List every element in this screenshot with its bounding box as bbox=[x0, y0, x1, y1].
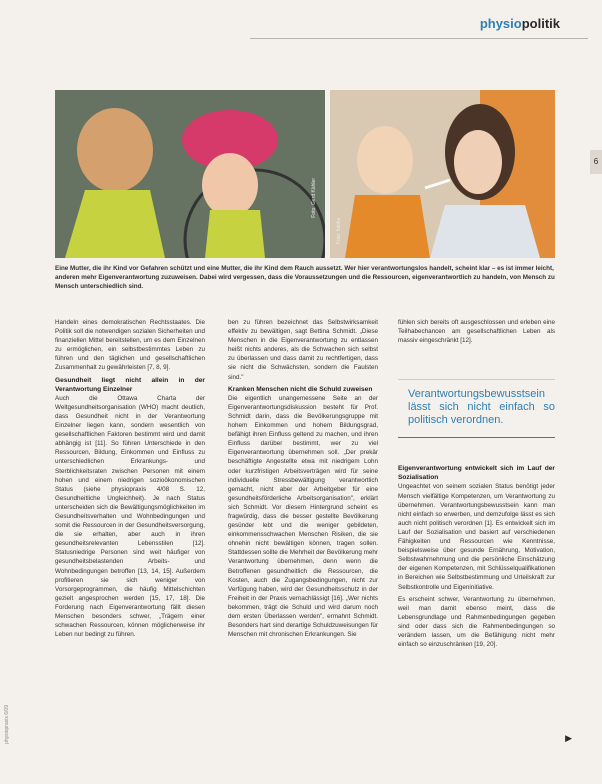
header-divider bbox=[250, 38, 588, 39]
section-name-part1: physio bbox=[479, 16, 522, 31]
page-tab: 6 bbox=[590, 150, 602, 174]
paragraph: Es erscheint schwer, Verantwortung zu übernehmen, weil man damit ebenso meint, dass die Lebensgrundlage und Rahmenbedingungen gegeben sind oder dass sich die Rahmenbedingungen so verändern lassen, um die Befähigung nicht mehr einfach so einzuschränken [19, 20]. bbox=[398, 595, 555, 649]
photo-credit-right: Foto: fotolia bbox=[336, 217, 342, 244]
text-column-3 bbox=[398, 318, 555, 652]
page-folio: physiopraxis 6/09 bbox=[4, 705, 10, 744]
photo-smoking-illustration bbox=[330, 90, 555, 258]
paragraph: Handeln eines demokratischen Rechtsstaates. Die Politik soll die notwendigen sozialen Sicherheiten und finanziellen Mittel bereitstellen, um es dem Einzelnen zu ermöglichen, ein selbstbestimmtes Leben zu führen und den täglichen und gesellschaftlichen Zusammenhalt zu gewährleisten [7, 8, 9]. bbox=[55, 319, 205, 372]
section-header bbox=[480, 16, 560, 31]
text-column-1 bbox=[55, 318, 205, 642]
photo-helmet-illustration bbox=[55, 90, 325, 258]
paragraph: Auch die Ottawa Charta der Weltgesundheitsorganisation (WHO) macht deutlich, dass Gesundheit nicht in der Verantwortung Einzelner liegen kann, sondern wesentlich von gesellschaftlichen Faktoren bestimmt wird und damit abhängig ist [11]. So führen Unterschiede in den Ressourcen, Bildung, Einkommen und Einfluss zu unterschiedlichen Erkrankungs- und Sterblichkeitsraten zwischen Personen mit einem hohen und einem niedrigen sozioökonomischen Status (siehe physiopraxis 4/08 S. 12, Gesundheitliche Ungleichheit). Je nach Status unterscheiden sich die Bewältigungsmöglichkeiten im Gesundheitsverhalten und Wohnbedingungen und somit die Ressourcen in der Gesundheitsversorgung, die sie erhalten, aber auch in ihren gesundheitsrelevanten Lebensstilen [12]. Statusniedrige Personen sind weit häufiger von gesundheitsbelastenden Arbeits- und Wohnbedingungen betroffen [13, 14, 15]. Außerdem profitieren sie sich weniger von Vorsorgeprogrammen, die häufig Mittelschichten gezielt angesprochen werden [15, 17, 18]. Die Forderung nach Eigenverantwortung fällt diesen Menschen besonders schwer, „Trägern einer schwachen Ressourcen, können möglicherweise ihr Leben nur bedingt zu führen. bbox=[55, 394, 205, 639]
pull-quote: Verantwortungsbewusstsein lässt sich nicht einfach so politisch verordnen. bbox=[398, 379, 555, 438]
section-name-part2: politik bbox=[521, 16, 560, 31]
subheading: Eigenverantwortung entwickelt sich im Lauf der Sozialisation bbox=[398, 465, 555, 482]
photo-smoking bbox=[330, 90, 555, 258]
paragraph: fühlen sich bereits oft ausgeschlossen und erleben eine Teilhabechancen am gesellschaftlichen Leben als massiv eingeschränkt [12]. bbox=[398, 319, 555, 345]
photo-caption: Eine Mutter, die ihr Kind vor Gefahren schützt und eine Mutter, die ihr Kind dem Rauch aussetzt. Wer hier verantwortungslos handelt, scheint klar – es ist immer leicht, anderen mehr Eigenverantwortung zuzuweisen. Dabei wird vergessen, dass die Voraussetzungen und die Ressourcen, eigenverantwortlich zu handeln, von Mensch zu Mensch unterschiedlich sind. bbox=[55, 265, 555, 290]
subheading: Kranken Menschen nicht die Schuld zuweisen bbox=[228, 385, 373, 393]
photo-credit-left: Foto: Gerd Kähler bbox=[311, 178, 317, 218]
text-column-2 bbox=[228, 318, 378, 642]
paragraph: ben zu führen bezeichnet das Selbstwirksamkeit effektiv zu bewältigen, sagt Bettina Schmidt. „Diese Menschen in die Eigenverantwortung zu entlassen heißt nichts anderes, als die Schwachen sich selbst zu überlassen und dass damit zu rechtfertigen, dass sie nicht die Schwächsten, sondern die Faulsten sind." bbox=[228, 319, 378, 381]
paragraph: Die eigentlich unangemessene Seite an der Eigenverantwortungsdiskussion besteht für Prof. Schmidt darin, dass die Bevölkerungsgruppe mit hohem Einkommen und hohem Bildungsgrad, befähigt ihren Einfluss geltend zu machen, und ihren Einfluss darüber bestimmt, wer zu viel Eigenverantwortung übernehmen soll. „Der prekär beschäftigte Angestellte etwa mit niedrigem Lohn oder kurzfristigen Arbeitsverträgen wird für seine individuelle Stressbewältigung verantwortlich gemacht, nicht aber der Arbeitgeber für eine gesundheitsförderliche Arbeitsorganisation", erklärt sich Schmidt. Vor diesem Hintergrund scheint es fragwürdig, dass die besser gestellte Bevölkerung gesünder lebt und die weniger gebildeten, einkommensschwachen Menschen Risiken, die sie ohnehin nicht bewältigen können, tragen sollen. Stattdessen sollte die Mehrheit der Bevölkerung mehr Verantwortung übernehmen, denn wenn die Betroffenen gesundheitlich die Ressourcen, die Kosten, auch die Zugangsbedingungen, nicht zur Verfügung haben, wird der Gesundheitsschutz in der Freiheit in der Praxis vernachlässigt [16]. „Wer nichts bekommen, trägt die Schuld und wird darum noch dem ersten Überlassen werden", ermahnt Schmidt. Besonders hart sind derartige Schuldzuweisungen für Menschen mit chronischen Erkrankungen. Sie bbox=[228, 394, 378, 639]
continue-arrow-icon: ▶ bbox=[565, 733, 572, 743]
subheading: Gesundheit liegt nicht allein in der Verantwortung Einzelner bbox=[55, 376, 205, 393]
photo-helmet bbox=[55, 90, 325, 258]
paragraph: Ungeachtet von seinem sozialen Status benötigt jeder Mensch vielfältige Kompetenzen, um Verantwortung zu übernehmen. Verantwortungsbewusstsein kann man nicht einfach so erwerben, und demzufolge lässt es sich auch nicht politisch verordnen [1]. Es entwickelt sich im Lauf der Sozialisation und basiert auf verschiedenen Fähigkeiten und Ressourcen wie Kenntnisse, beispielsweise über gesunde Ernährung, Motivation, Selbstwahrnehmung und die persönliche Einschätzung der eigenen Kompetenzen, mit Schlüsselqualifikationen in Bereichen wie Selbstbestimmung und Urteilskraft zur Selbstkontrolle und Eigeninitiative. bbox=[398, 483, 555, 591]
